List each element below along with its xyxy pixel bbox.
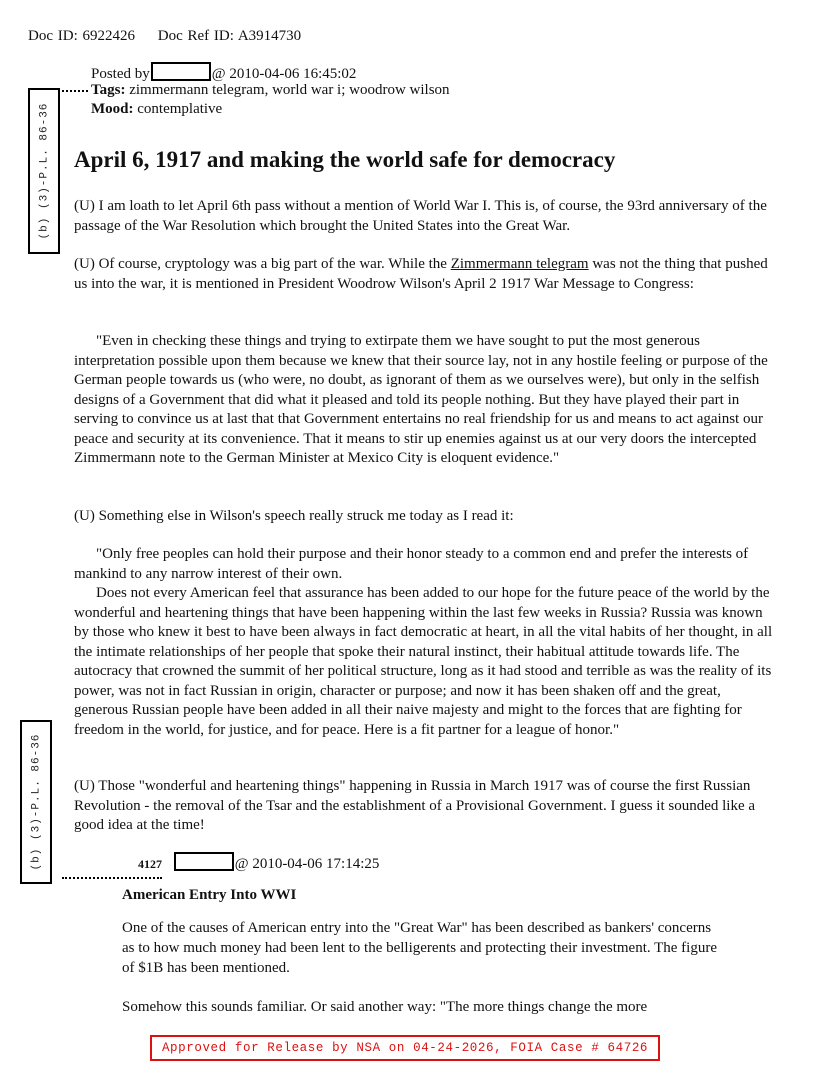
comment-header xyxy=(138,852,379,873)
comment-timestamp: @ 2010-04-06 17:14:25 xyxy=(234,856,380,872)
exemption-stamp-bottom: (b) (3)-P.L. 86-36 xyxy=(20,720,52,884)
doc-ref-id: Doc Ref ID: A3914730 xyxy=(157,28,302,44)
doc-id: Doc ID: 6922426 xyxy=(28,28,135,44)
post-timestamp: @ 2010-04-06 16:45:02 xyxy=(211,66,357,82)
comment-paragraph-1: One of the causes of American entry into the "Great War" has been described as bankers' concerns as to how much money had been lent to the belligerents and protecting their investment. The figure of $1B has been mentioned. xyxy=(122,920,717,976)
mood-line xyxy=(91,101,222,118)
post-title: April 6, 1917 and making the world safe for democracy xyxy=(74,147,616,172)
tags-value: zimmermann telegram, world war i; woodrow wilson xyxy=(129,82,450,98)
paragraph-3: (U) Something else in Wilson's speech really struck me today as I read it: xyxy=(74,508,514,524)
quote-2: "Only free peoples can hold their purpose and their honor steady to a common end and prefer the interests of mankind to any narrow interest of their own. Does not every American feel that assurance has been added to our hope for the future peace of the world by the wonderful and heartening things that have been happening within the last few weeks in Russia? Russia was known by those who knew it best to have been always in fact democratic at heart, in all the vital habits of her thought, in all the intimate relationships of her people that spoke their natural instinct, their habitual attitude towards life. The autocracy that crowned the summit of her political structure, long as it had stood and terrible as was the reality of its power, was not in fact Russian in origin, character or purpose; and now it has been shaken off and the great, generous Russian people have been added in all their naive majesty and might to the forces that are fighting for freedom in the world, for justice, and for peace. Here is a fit partner for a league of honor." xyxy=(74,546,773,738)
paragraph-2: (U) Of course, cryptology was a big part of the war. While the Zimmermann telegram was not the thing that pushed us into the war, it is mentioned in President Woodrow Wilson's April 2 1917 War Message to Congress: xyxy=(74,256,768,292)
dotted-leader xyxy=(62,90,88,92)
quote-1: "Even in checking these things and trying to extirpate them we have sought to put the most generous interpretation possible upon them because we knew that their source lay, not in any hostile feeling or purpose of the German people towards us (who were, no doubt, as ignorant of them as we ourselves were), but only in the selfish designs of a Government that did what it pleased and told its people nothing. But they have played their part in serving to convince us at last that that Government entertains no real friendship for us and means to act against our peace and security at its convenience. That it means to stir up enemies against us at our very doors the intercepted Zimmermann note to the German Minister at Mexico City is eloquent evidence." xyxy=(74,333,768,466)
redaction-box xyxy=(174,852,234,871)
comment-number: 4127 xyxy=(138,857,162,871)
posted-by-line xyxy=(91,62,356,83)
paragraph-4: (U) Those "wonderful and heartening things" happening in Russia in March 1917 was of course the first Russian Revolution - the removal of the Tsar and the establishment of a Provisional Government. I guess it sounded like a good idea at the time! xyxy=(74,778,756,833)
exemption-stamp-top: (b) (3)-P.L. 86-36 xyxy=(28,88,60,254)
comment-paragraph-2: Somehow this sounds familiar. Or said another way: "The more things change the more xyxy=(122,999,648,1015)
document-header xyxy=(28,28,301,45)
tags-label: Tags: xyxy=(91,82,126,98)
comment-title: American Entry Into WWI xyxy=(122,887,297,903)
tags-line xyxy=(91,82,450,99)
posted-by-label: Posted by xyxy=(91,66,150,82)
zimmermann-telegram-link[interactable]: Zimmermann telegram xyxy=(450,256,589,272)
redaction-box xyxy=(151,62,211,81)
mood-label: Mood: xyxy=(91,101,134,117)
mood-value: contemplative xyxy=(137,101,223,117)
paragraph-1: (U) I am loath to let April 6th pass without a mention of World War I. This is, of course, the 93rd anniversary of the passage of the War Resolution which brought the United States into the Great War. xyxy=(74,198,767,234)
approved-for-release-stamp: Approved for Release by NSA on 04-24-2026, FOIA Case # 64726 xyxy=(150,1035,660,1061)
dotted-leader xyxy=(62,877,162,879)
